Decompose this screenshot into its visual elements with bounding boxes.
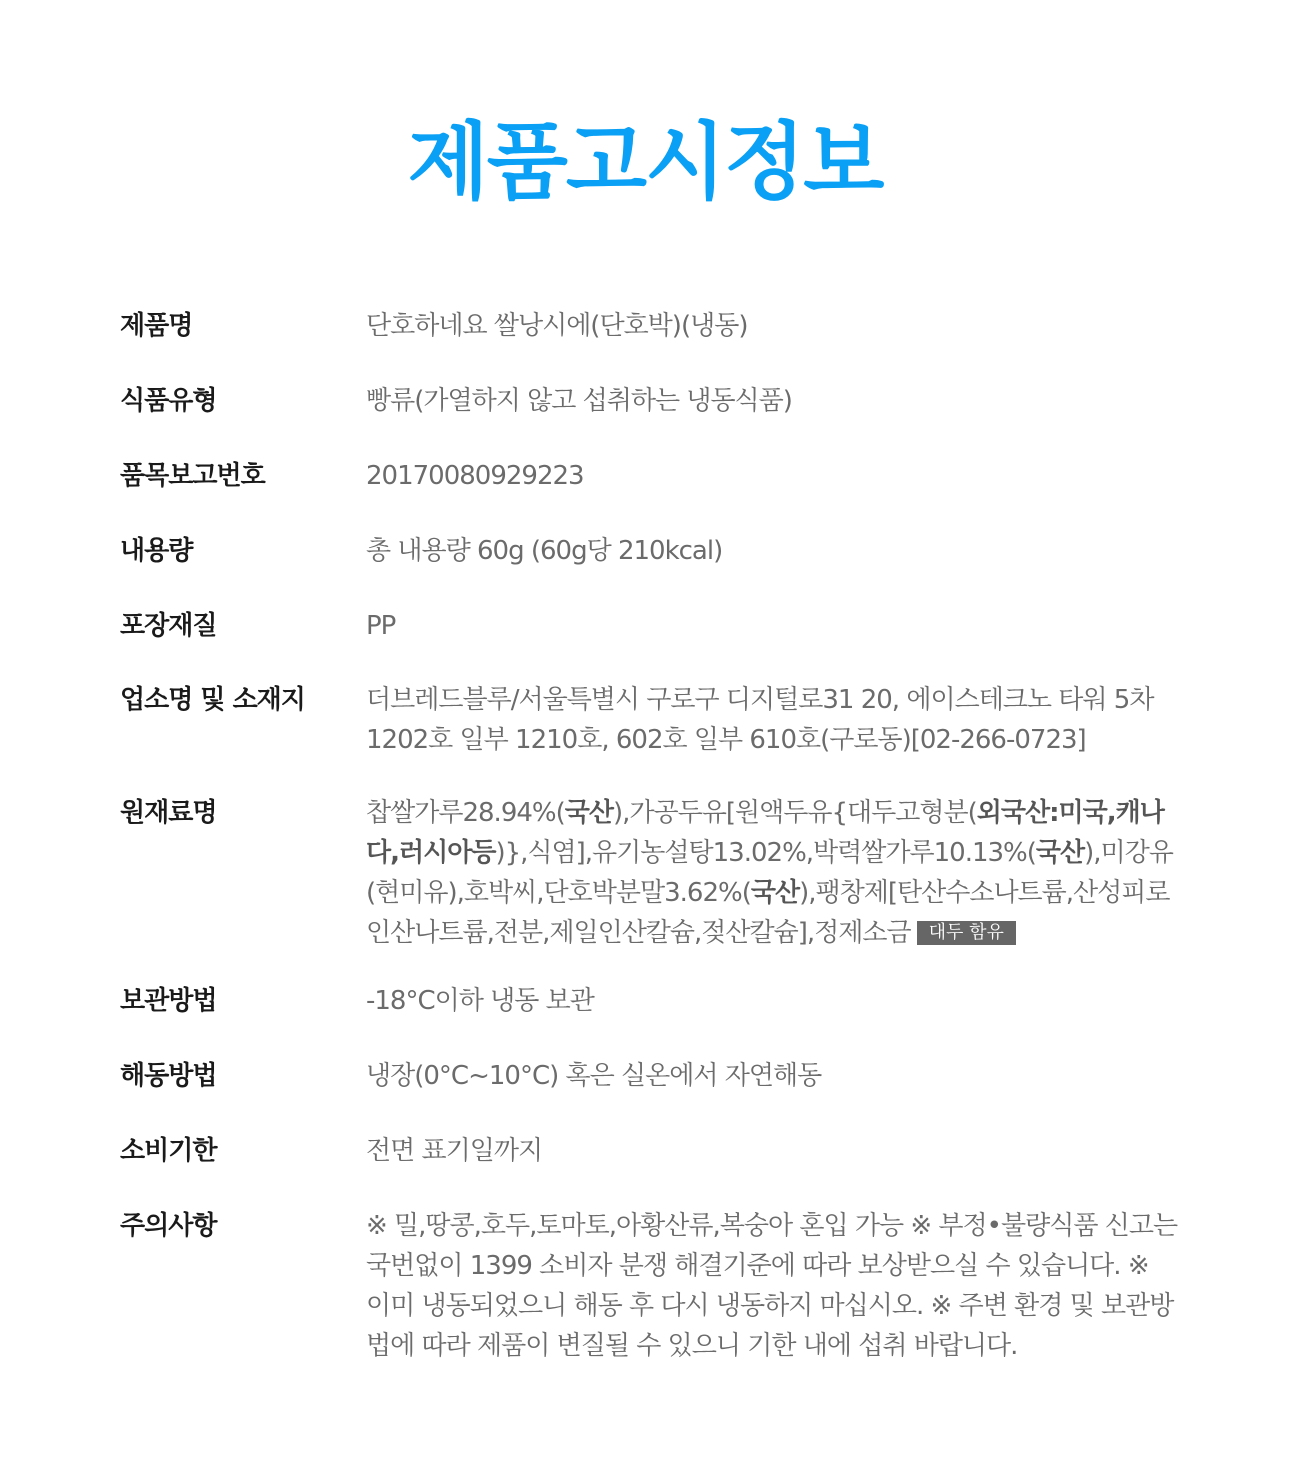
manufacturer-label: 업소명 및 소재지 xyxy=(120,685,305,715)
page-title: 제품고시정보 xyxy=(407,113,883,211)
storage-label: 보관방법 xyxy=(120,986,217,1016)
ingredients-label: 원재료명 xyxy=(120,798,217,828)
ingredients-text: ),가공두유[원액두유{대두고형분( xyxy=(612,798,977,828)
manufacturer-line-2: 1202호 일부 1210호, 602호 일부 610호(구로동)[02-266-0723] xyxy=(366,725,1086,755)
origin-highlight: 국산 xyxy=(564,798,613,828)
ingredients-value xyxy=(366,793,1178,953)
manufacturer-line-1: 더브레드블루/서울특별시 구로구 디지털로31 20, 에이스테크노 타워 5차 xyxy=(366,685,1154,715)
volume-value: 총 내용량 60g (60g당 210kcal) xyxy=(366,536,723,566)
volume-label: 내용량 xyxy=(120,536,193,566)
thawing-value: 냉장(0°C~10°C) 혹은 실온에서 자연해동 xyxy=(366,1061,822,1091)
expiry-value: 전면 표기일까지 xyxy=(366,1136,543,1166)
storage-value: -18°C이하 냉동 보관 xyxy=(366,986,594,1016)
food-type-label: 식품유형 xyxy=(120,386,217,416)
allergen-badge: 대두 함유 xyxy=(917,921,1016,945)
report-number-value: 20170080929223 xyxy=(366,461,584,491)
ingredients-text: ),팽창제[탄산수소나트륨,산성피로인산나트륨,전분,제일인산칼슘,젖산칼슘],정제소금 xyxy=(366,878,1170,948)
origin-highlight: 국산 xyxy=(750,878,800,908)
caution-value: ※ 밀,땅콩,호두,토마토,아황산류,복숭아 혼입 가능 ※ 부정•불량식품 신고는 국번없이 1399 소비자 분쟁 해결기준에 따라 보상받으실 수 있습니다. ※ 이미 냉동되었으니 해동 후 다시 냉동하지 마십시오. ※ 주변 환경 및 보관방법에 따라 제품이 변질될 수 있으니 기한 내에 섭취 바랍니다. xyxy=(366,1211,1178,1361)
ingredients-text: ),미강유(현미유),호박씨,단호박분말3.62%( xyxy=(366,838,1173,908)
packaging-label: 포장재질 xyxy=(120,611,217,641)
product-name-value: 단호하네요 쌀낭시에(단호박)(냉동) xyxy=(366,311,748,341)
food-type-value: 빵류(가열하지 않고 섭취하는 냉동식품) xyxy=(366,386,792,416)
packaging-value: PP xyxy=(366,611,396,641)
caution-label: 주의사항 xyxy=(120,1211,217,1241)
ingredients-text: 찹쌀가루28.94%( xyxy=(366,798,565,828)
report-number-label: 품목보고번호 xyxy=(120,461,265,491)
thawing-label: 해동방법 xyxy=(120,1061,217,1091)
product-name-label: 제품명 xyxy=(120,311,193,341)
manufacturer-value xyxy=(366,680,1178,760)
origin-highlight: 외국산:미국,캐나다,러시아등 xyxy=(366,798,1164,868)
origin-highlight: 국산 xyxy=(1035,838,1085,868)
ingredients-text: )},식염],유기농설탕13.02%,박력쌀가루10.13%( xyxy=(495,838,1036,868)
expiry-label: 소비기한 xyxy=(120,1136,217,1166)
